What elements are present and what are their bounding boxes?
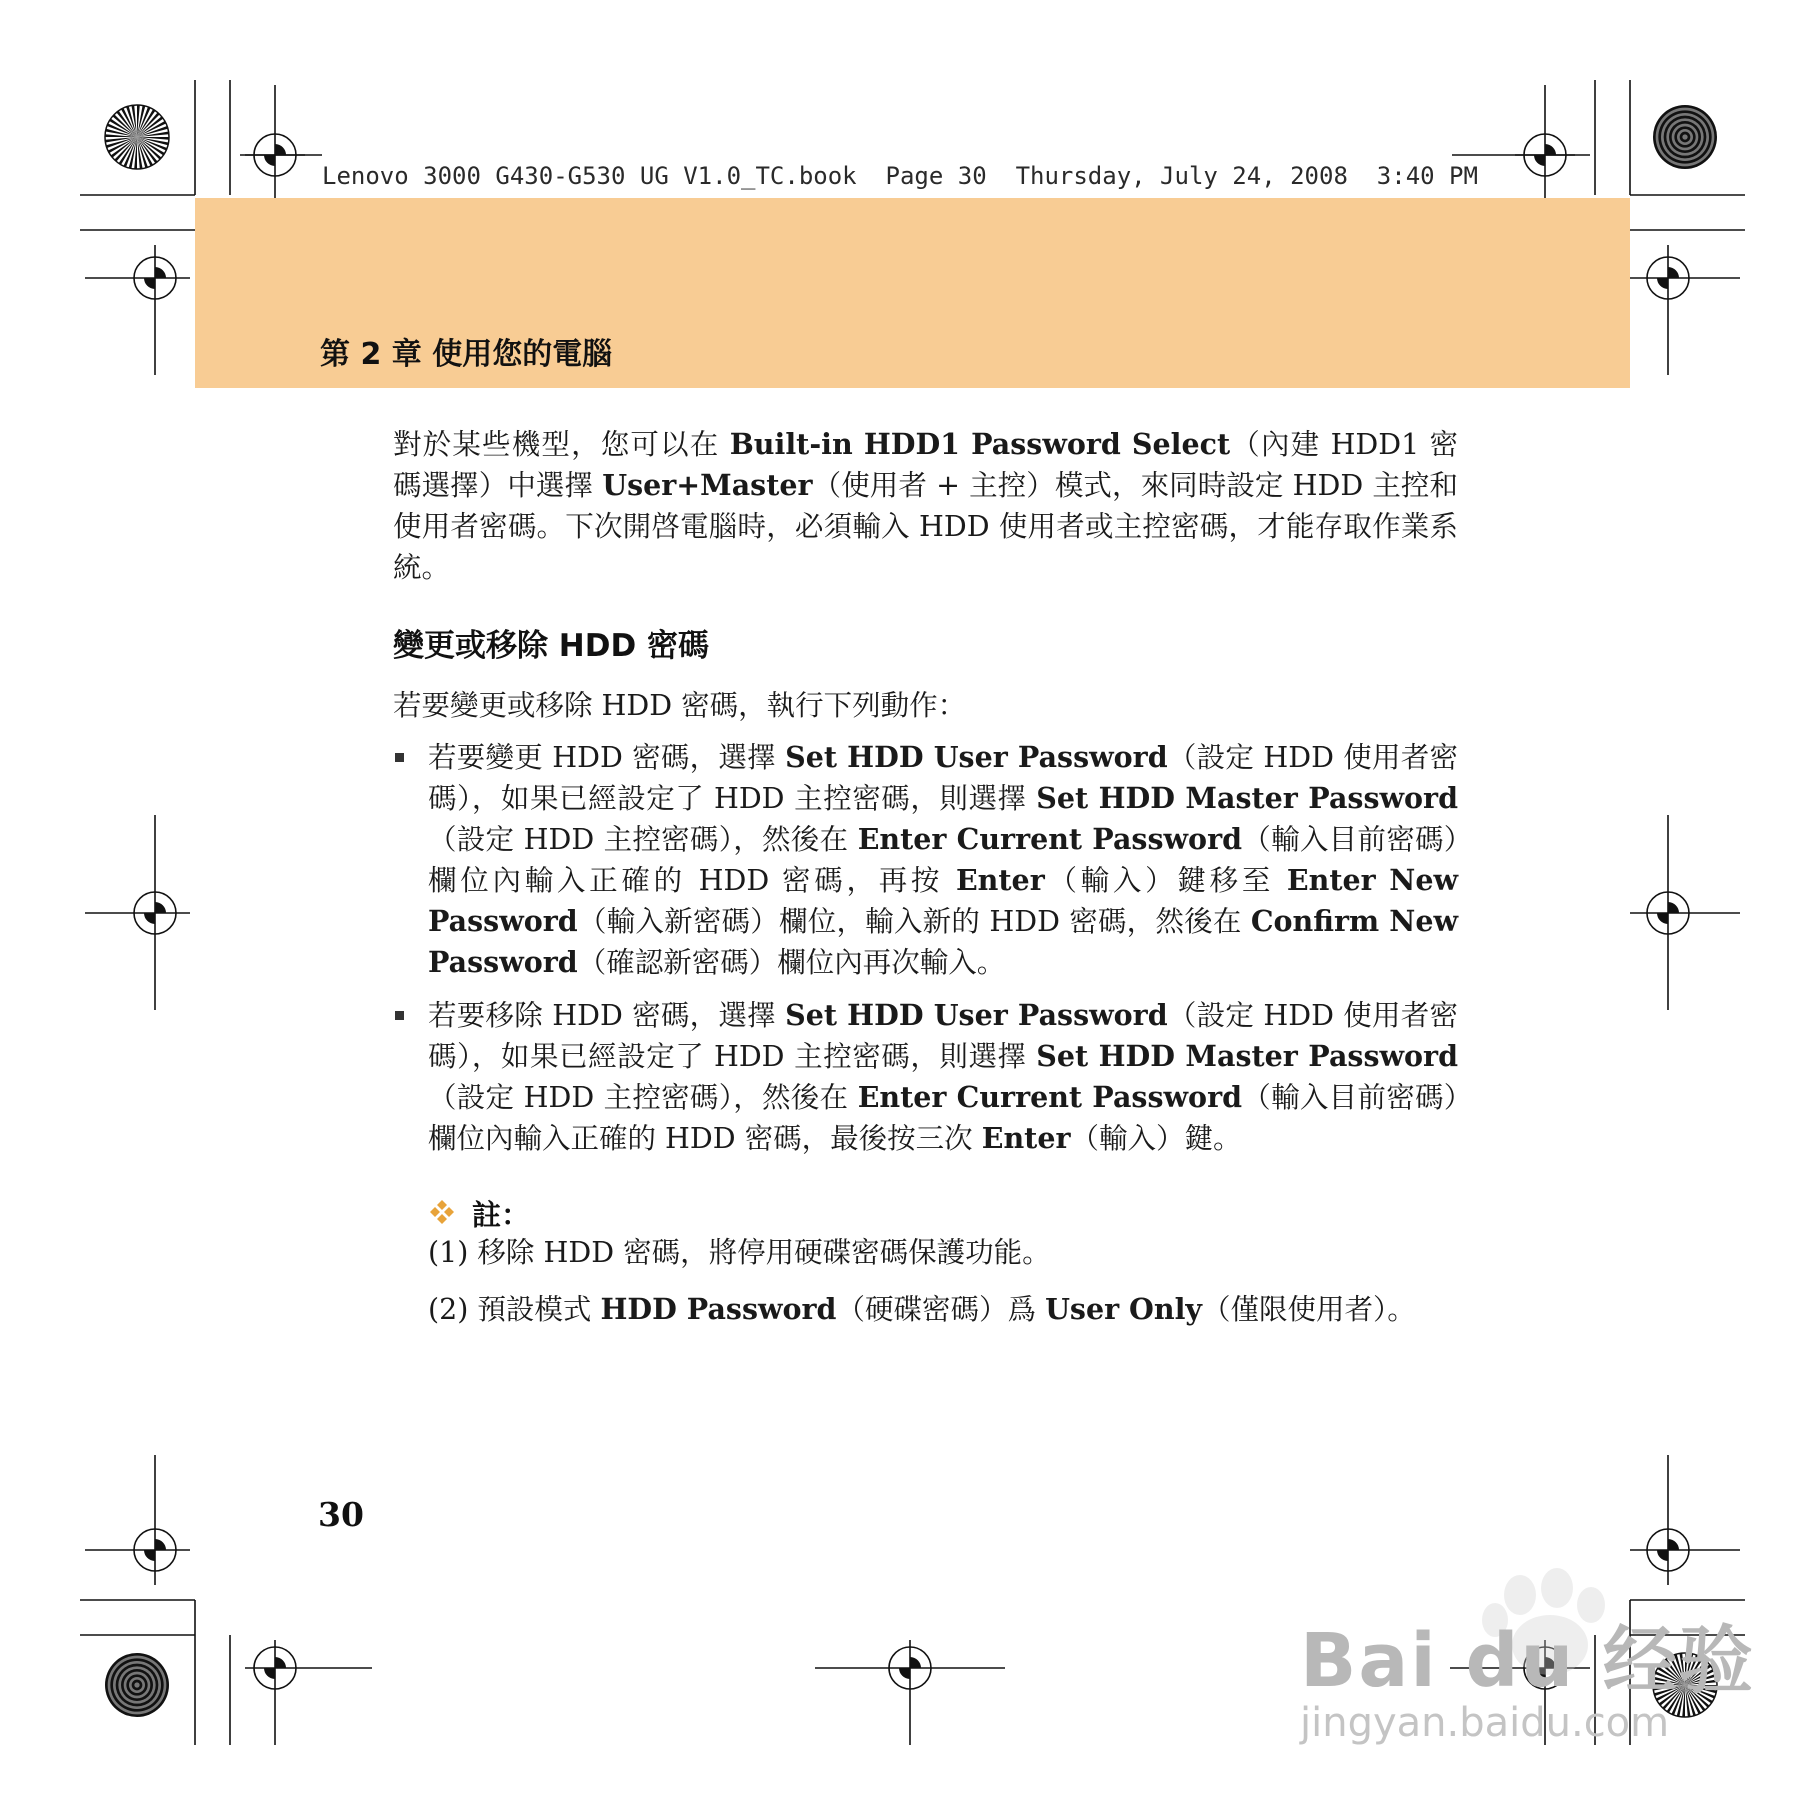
bullet-square-icon	[395, 1011, 404, 1020]
note-diamond-icon	[428, 1198, 456, 1226]
note-item: (1) 移除 HDD 密碼，將停用硬碟密碼保護功能。	[428, 1236, 1051, 1269]
chapter-title: 第 2 章 使用您的電腦	[320, 337, 613, 372]
menu-term: Built-in HDD1 Password Select	[729, 427, 1231, 461]
menu-term: User+Master	[602, 468, 813, 502]
bullet-square-icon	[395, 753, 404, 762]
paragraph-text: （內建 HDD1 密碼選擇）中選擇	[393, 428, 1459, 502]
watermark-brand: Bai du 经验	[1300, 1618, 1755, 1704]
list-item-text: 若要移除 HDD 密碼，選擇 Set HDD User Password（設定 HDD 使用者密碼），如果已經設定了 HDD 主控密碼，則選擇 Set HDD Master Password（設定 HDD 主控密碼），然後在 Enter Current Password（輸入目前密碼）欄位內輸入正確的 HDD 密碼，最後按三次 Enter（輸入）鍵。	[428, 998, 1459, 1155]
paragraph-text: 對於某些機型，您可以在	[393, 428, 730, 461]
watermark-url: jingyan.baidu.com	[1300, 1700, 1670, 1746]
note-heading: 註：	[472, 1198, 531, 1232]
note-item: (2) 預設模式 HDD Password（硬碟密碼）爲 User Only（僅限使用者）。	[428, 1292, 1416, 1326]
section-heading: 變更或移除 HDD 密碼	[393, 628, 709, 664]
paragraph-text: （使用者 + 主控）模式，來同時設定 HDD 主控和使用者密碼。下次開啓電腦時，必須輸入 HDD 使用者或主控密碼，才能存取作業系統。	[393, 469, 1458, 584]
page-number: 30	[318, 1495, 364, 1534]
print-file-info: Lenovo 3000 G430-G530 UG V1.0_TC.book Page 30 Thursday, July 24, 2008 3:40 PM	[322, 158, 1452, 194]
intro-paragraph	[393, 424, 1458, 588]
section-intro: 若要變更或移除 HDD 密碼，執行下列動作：	[393, 689, 967, 722]
list-item-text: 若要變更 HDD 密碼，選擇 Set HDD User Password（設定 HDD 使用者密碼），如果已經設定了 HDD 主控密碼，則選擇 Set HDD Master Password（設定 HDD 主控密碼），然後在 Enter Current Password（輸入目前密碼）欄位內輸入正確的 HDD 密碼，再按 Enter（輸入）鍵移至 Enter New Password（輸入新密碼）欄位，輸入新的 HDD 密碼，然後在 Confirm New Password（確認新密碼）欄位內再次輸入。	[428, 740, 1459, 979]
